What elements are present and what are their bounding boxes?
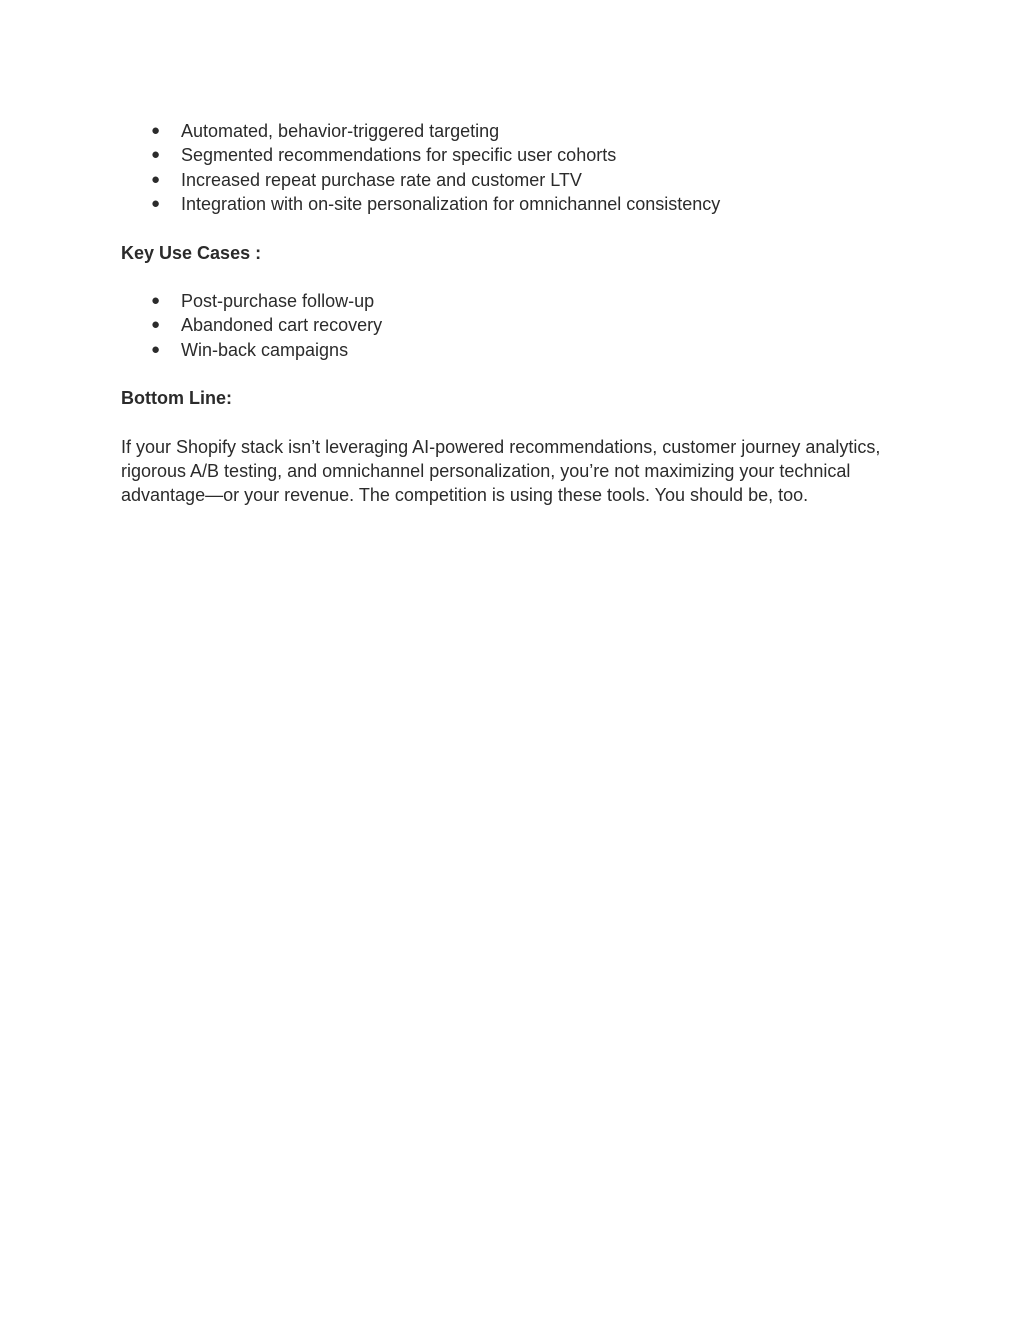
document-body (121, 119, 911, 508)
bottom-line-paragraph (121, 435, 911, 508)
key-use-cases-heading: Key Use Cases : (121, 242, 262, 263)
list-item: ● Win-back campaigns (121, 338, 911, 362)
bullet-icon: ● (151, 292, 161, 310)
use-cases-list (121, 289, 911, 362)
list-item: ● Integration with on-site personalization for omnichannel consistency (121, 192, 911, 216)
bullet-icon: ● (151, 195, 161, 213)
list-item: ● Automated, behavior-triggered targeting (121, 119, 911, 143)
bullet-icon: ● (151, 316, 161, 334)
bullet-icon: ● (151, 340, 161, 358)
paragraph-line: If your Shopify stack isn’t leveraging AI-powered recommendations, customer journey analytics, (121, 436, 881, 457)
list-item: ● Post-purchase follow-up (121, 289, 911, 313)
feature-list (121, 119, 911, 217)
spacer (121, 411, 911, 435)
bullet-icon: ● (151, 170, 161, 188)
list-item: ● Increased repeat purchase rate and customer LTV (121, 168, 911, 192)
paragraph-line: rigorous A/B testing, and omnichannel personalization, you’re not maximizing your technical (121, 461, 851, 482)
list-item: ● Abandoned cart recovery (121, 313, 911, 337)
list-item: ● Segmented recommendations for specific user cohorts (121, 143, 911, 167)
bullet-icon: ● (151, 146, 161, 164)
spacer (121, 265, 911, 289)
paragraph-line: advantage—or your revenue. The competition is using these tools. You should be, too. (121, 485, 809, 506)
bullet-icon: ● (151, 122, 161, 139)
bottom-line-heading: Bottom Line: (121, 388, 232, 409)
